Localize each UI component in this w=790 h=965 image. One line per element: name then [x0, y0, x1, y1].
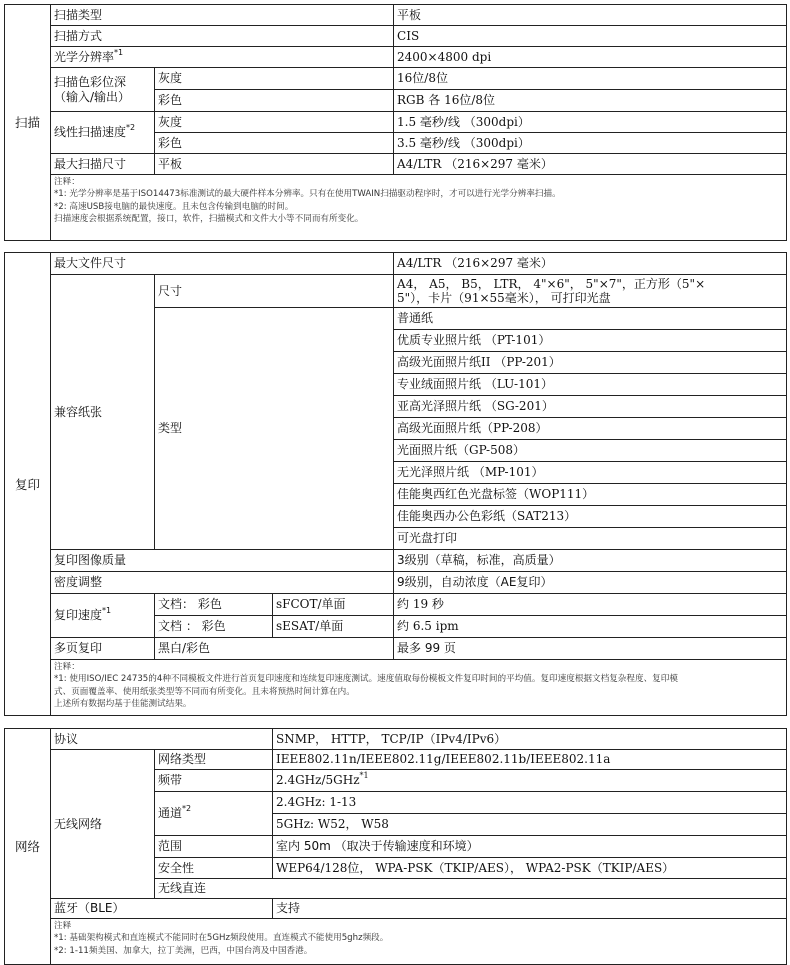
paper-size-label: 尺寸	[155, 275, 394, 308]
copy-quality-value: 3级别（草稿，标准，高质量）	[394, 550, 787, 572]
note-line: 注释	[54, 921, 72, 931]
optical-resolution-value: 2400×4800 dpi	[394, 47, 787, 68]
footnote-marker: *1	[102, 606, 112, 616]
paper-type-item: 亚高光泽照片纸 （SG-201）	[394, 396, 787, 418]
band-text: 2.4GHz/5GHz	[276, 773, 360, 788]
paper-size-value	[394, 275, 787, 308]
paper-type-item: 无光泽照片纸 （MP-101）	[394, 462, 787, 484]
max-scan-size-sub: 平板	[155, 154, 394, 175]
note-line: *2: 1-11频美国、加拿大，拉丁美洲，巴西，中国台湾及中国香港。	[54, 945, 313, 956]
note-line: *2: 高速USB接电脑的最快速度。且未包含传输到电脑的时间。	[54, 201, 294, 212]
paper-type-label: 类型	[155, 308, 394, 550]
paper-type-item: 佳能奥西办公色彩纸（SAT213）	[394, 506, 787, 528]
note-line: *1: 使用ISO/IEC 24735的4种不同模板文件进行首页复印速度和连续复印速度测试。速度值取每份模板文件复印时间的平均值。复印速度根据文档复杂程度、复印模	[54, 674, 678, 685]
network-table	[4, 728, 787, 965]
scan-notes	[51, 175, 787, 241]
paper-type-item: 高级光面照片纸（PP-208）	[394, 418, 787, 440]
max-scan-size-label: 最大扫描尺寸	[51, 154, 155, 175]
channel-value-5: 5GHz: W52， W58	[273, 814, 787, 836]
speed-doc-color: 文档 ： 彩色	[155, 616, 273, 638]
color-depth-gray-value: 16位/8位	[394, 68, 787, 90]
copy-speed-text: 复印速度	[54, 608, 103, 623]
color-depth-color-value: RGB 各 16位/8位	[394, 90, 787, 112]
scan-section-label: 扫描	[5, 5, 51, 241]
network-section-label: 网络	[5, 729, 51, 965]
protocol-label: 协议	[51, 729, 273, 750]
scan-type-value: 平板	[394, 5, 787, 26]
network-type-value: IEEE802.11n/IEEE802.11g/IEEE802.11b/IEEE802.11a	[273, 750, 787, 770]
color-depth-line2: （输入/输出）	[54, 89, 131, 104]
speed-value: 约 6.5 ipm	[394, 616, 787, 638]
multi-copy-value: 最多 99 页	[394, 638, 787, 660]
scan-type-label: 扫描类型	[51, 5, 394, 26]
paper-type-item: 光面照片纸（GP-508）	[394, 440, 787, 462]
bluetooth-value: 支持	[273, 899, 787, 919]
band-value	[273, 770, 787, 792]
note-line: 上述所有数据均基于佳能测试结果。	[54, 699, 192, 710]
copy-speed-label	[51, 594, 155, 638]
optical-resolution-label	[51, 47, 394, 68]
paper-size-line1: A4， A5， B5， LTR， 4"×6"， 5"×7"，正方形（5"×	[397, 276, 706, 291]
footnote-marker: *2	[182, 804, 192, 814]
copy-notes	[51, 660, 787, 716]
range-label: 范围	[155, 836, 273, 858]
footnote-marker: *2	[126, 123, 136, 133]
max-doc-size-label: 最大文件尺寸	[51, 253, 394, 275]
scan-method-label: 扫描方式	[51, 26, 394, 47]
bluetooth-label: 蓝牙（BLE）	[51, 899, 273, 919]
multi-copy-sub: 黑白/彩色	[155, 638, 394, 660]
line-speed-gray-value: 1.5 毫秒/线 （300dpi）	[394, 112, 787, 133]
copy-table	[4, 252, 787, 716]
scan-table	[4, 4, 787, 241]
paper-size-line2: 5"），卡片（91×55毫米）， 可打印光盘	[397, 291, 611, 305]
note-line: *1: 光学分辨率是基于ISO14473标准测试的最大硬件样本分辨率。只有在使用TWAIN扫描驱动程序时，才可以进行光学分辨率扫描。	[54, 189, 561, 200]
paper-type-item: 优质专业照片纸 （PT-101）	[394, 330, 787, 352]
density-value: 9级别，自动浓度（AE复印）	[394, 572, 787, 594]
speed-metric: sESAT/单面	[273, 616, 394, 638]
note-line: 注释：	[54, 662, 80, 672]
note-line: 注释：	[54, 177, 80, 187]
density-label: 密度调整	[51, 572, 394, 594]
color-depth-label	[51, 68, 155, 112]
line-speed-label	[51, 112, 155, 154]
network-notes	[51, 919, 787, 965]
copy-section-label: 复印	[5, 253, 51, 716]
copy-quality-label: 复印图像质量	[51, 550, 394, 572]
optical-resolution-text: 光学分辨率	[54, 49, 115, 64]
paper-type-item: 高级光面照片纸II （PP-201）	[394, 352, 787, 374]
speed-value: 约 19 秒	[394, 594, 787, 616]
line-speed-color-label: 彩色	[155, 133, 394, 154]
line-speed-gray-label: 灰度	[155, 112, 394, 133]
note-line: 式、页面覆盖率、使用纸张类型等不同而有所变化。且未将预热时间计算在内。	[54, 686, 355, 697]
channel-value-24: 2.4GHz: 1-13	[273, 792, 787, 814]
paper-type-item: 普通纸	[394, 308, 787, 330]
line-speed-color-value: 3.5 毫秒/线 （300dpi）	[394, 133, 787, 154]
paper-type-item: 佳能奥西红色光盘标签（WOP111）	[394, 484, 787, 506]
protocol-value: SNMP， HTTP， TCP/IP（IPv4/IPv6）	[273, 729, 787, 750]
speed-doc-color: 文档： 彩色	[155, 594, 273, 616]
channel-label	[155, 792, 273, 836]
multi-copy-label: 多页复印	[51, 638, 155, 660]
footnote-marker: *1	[359, 771, 369, 781]
color-depth-gray-label: 灰度	[155, 68, 394, 90]
paper-type-item: 可光盘打印	[394, 528, 787, 550]
max-scan-size-value: A4/LTR （216×297 毫米）	[394, 154, 787, 175]
line-speed-text: 线性扫描速度	[54, 125, 127, 140]
wireless-label: 无线网络	[51, 750, 155, 899]
channel-text: 通道	[158, 806, 183, 821]
security-label: 安全性	[155, 858, 273, 879]
paper-type-item: 专业绒面照片纸 （LU-101）	[394, 374, 787, 396]
note-line: 扫描速度会根据系统配置，接口，软件，扫描模式和文件大小等不同而有所变化。	[54, 214, 364, 225]
wireless-direct-label: 无线直连	[155, 879, 787, 899]
note-line: *1: 基础架构模式和直连模式不能同时在5GHz频段使用。直连模式不能使用5ghz频段。	[54, 933, 389, 944]
network-type-label: 网络类型	[155, 750, 273, 770]
scan-method-value: CIS	[394, 26, 787, 47]
color-depth-line1: 扫描色彩位深	[54, 75, 127, 90]
range-value: 室内 50m （取决于传输速度和环境）	[273, 836, 787, 858]
compatible-paper-label: 兼容纸张	[51, 275, 155, 550]
band-label: 频带	[155, 770, 273, 792]
security-value: WEP64/128位， WPA-PSK（TKIP/AES）， WPA2-PSK（TKIP/AES）	[273, 858, 787, 879]
speed-metric: sFCOT/单面	[273, 594, 394, 616]
max-doc-size-value: A4/LTR （216×297 毫米）	[394, 253, 787, 275]
footnote-marker: *1	[114, 47, 124, 57]
color-depth-color-label: 彩色	[155, 90, 394, 112]
